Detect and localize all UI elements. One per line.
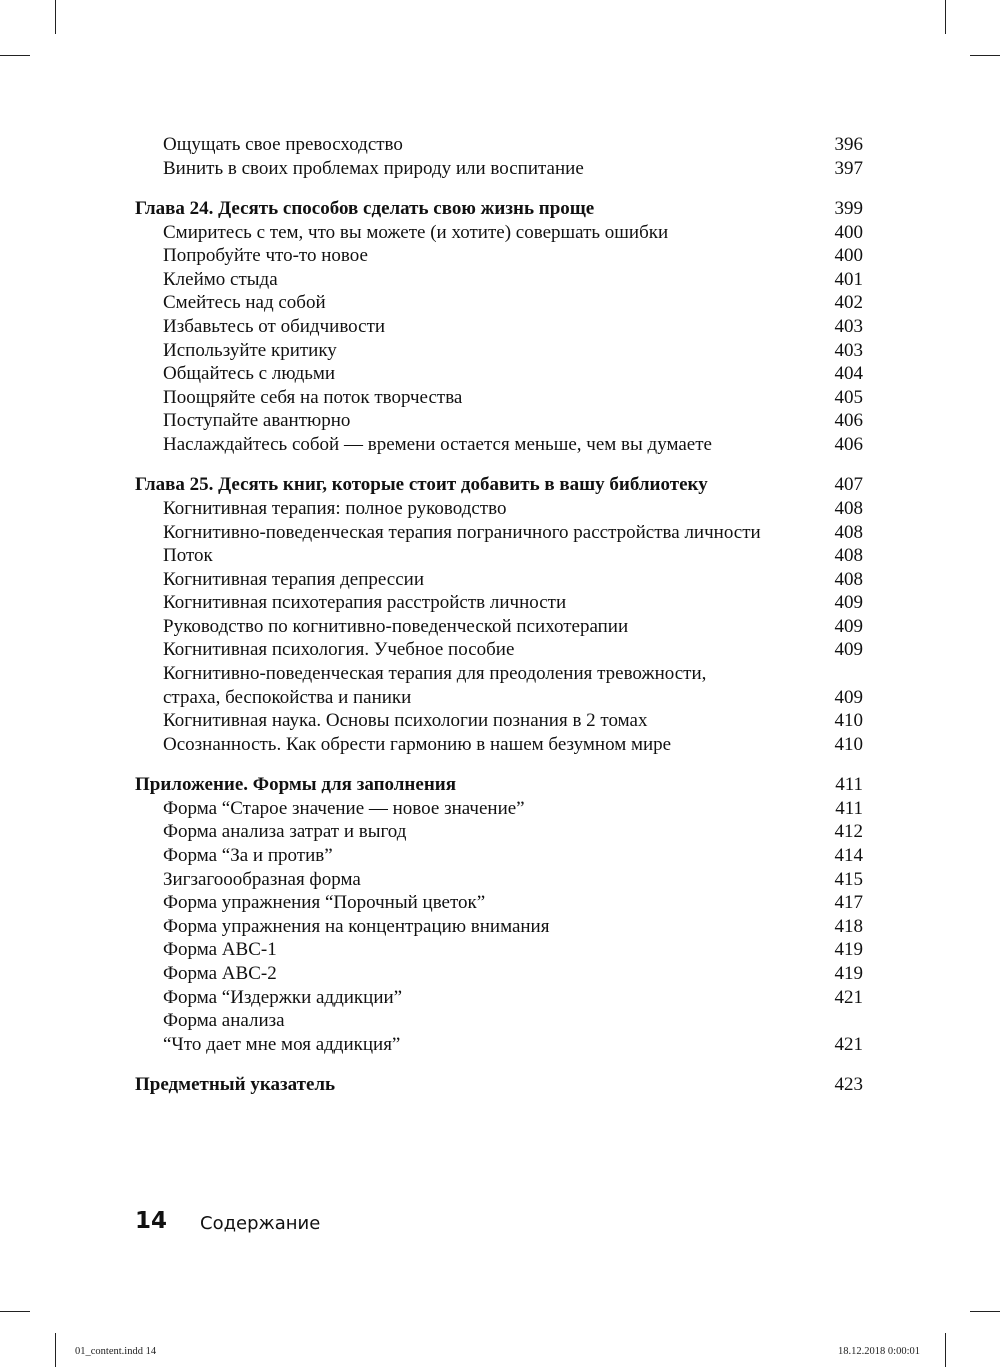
toc-chapter-entry[interactable] <box>135 197 863 221</box>
toc-entry-page-number: 411 <box>835 774 863 796</box>
toc-section-entry[interactable] <box>135 386 863 410</box>
toc-entry-title: Осознанность. Как обрести гармонию в нашем безумном мире <box>163 733 672 755</box>
toc-entry-page-number: 406 <box>834 410 863 432</box>
toc-entry-title-line: Когнитивно-поведенческая терапия для преодоления тревожности, <box>163 663 707 685</box>
toc-section-entry[interactable] <box>135 615 863 639</box>
toc-entry-title: Винить в своих проблемах природу или воспитание <box>163 157 584 179</box>
crop-mark-top-left <box>55 0 56 34</box>
toc-entry-page-number: 409 <box>834 639 863 661</box>
toc-entry-page-number: 414 <box>834 845 863 867</box>
slug-timestamp: 18.12.2018 0:00:01 <box>838 1346 920 1357</box>
toc-entry-title: Смиритесь с тем, что вы можете (и хотите) совершать ошибки <box>163 221 669 243</box>
toc-entry-title: Смейтесь над собой <box>163 292 326 314</box>
toc-entry-page-number: 417 <box>834 892 863 914</box>
toc-entry-title-line: “Что дает мне моя аддикция” <box>163 1033 401 1055</box>
toc-entry-title: Когнитивная психотерапия расстройств личности <box>163 592 567 614</box>
toc-entry-page-number: 405 <box>834 386 863 408</box>
toc-section-entry[interactable] <box>135 568 863 592</box>
toc-entry-title: Клеймо стыда <box>163 268 278 290</box>
toc-section-entry[interactable] <box>135 221 863 245</box>
toc-entry-page-number: 421 <box>834 986 863 1008</box>
toc-entry-title: Форма упражнения на концентрацию внимания <box>163 915 550 937</box>
toc-section-entry[interactable] <box>135 315 863 339</box>
toc-section-entry[interactable] <box>135 986 863 1010</box>
toc-entry-title: Поощряйте себя на поток творчества <box>163 386 463 408</box>
toc-entry-page-number: 402 <box>834 292 863 314</box>
toc-entry-title: Руководство по когнитивно-поведенческой психотерапии <box>163 615 629 637</box>
toc-entry-title: Форма упражнения “Порочный цветок” <box>163 892 486 914</box>
toc-entry-page-number: 400 <box>834 221 863 243</box>
toc-section-entry[interactable] <box>135 797 863 821</box>
toc-entry-title: Ощущать свое превосходство <box>163 134 403 155</box>
toc-entry-page-number: 406 <box>834 433 863 455</box>
toc-entry-title: Когнитивная наука. Основы психологии познания в 2 томах <box>163 710 648 732</box>
toc-entry-page-number: 408 <box>834 568 863 590</box>
toc-entry-title: Используйте критику <box>163 339 337 361</box>
toc-entry-title: Глава 25. Десять книг, которые стоит добавить в вашу библиотеку <box>135 474 708 496</box>
toc-entry-page-number: 396 <box>834 134 863 155</box>
toc-section-entry[interactable] <box>135 591 863 615</box>
toc-section-entry[interactable] <box>135 733 863 757</box>
toc-section-entry[interactable] <box>135 133 863 157</box>
toc-entry-title-line: Форма анализа <box>163 1010 285 1032</box>
running-title: Содержание <box>200 1213 321 1234</box>
toc-entry-title: Когнитивная терапия: полное руководство <box>163 497 507 519</box>
toc-entry-title: Форма анализа затрат и выгод <box>163 821 407 843</box>
toc-entry-title: Когнитивная психология. Учебное пособие <box>163 639 515 661</box>
toc-entry-title: Зигзагоообразная форма <box>163 868 361 890</box>
crop-mark-top-right-h <box>970 55 1000 56</box>
crop-mark-top-right <box>945 0 946 34</box>
toc-chapter-entry[interactable] <box>135 1073 863 1097</box>
toc-section-entry[interactable] <box>135 544 863 568</box>
crop-mark-bottom-right-h <box>970 1311 1000 1312</box>
toc-entry-page-number: 407 <box>834 474 863 496</box>
page-number: 14 <box>135 1208 168 1234</box>
toc-entry-page-number: 411 <box>835 797 863 819</box>
toc-entry-page-number: 408 <box>834 521 863 543</box>
toc-section-entry[interactable] <box>135 497 863 521</box>
toc-entry-title: Форма “Старое значение — новое значение” <box>163 797 525 819</box>
toc-section-entry[interactable] <box>135 409 863 433</box>
toc-entry-page-number: 409 <box>834 592 863 614</box>
toc-entry-page-number: 419 <box>834 939 863 961</box>
toc-section-entry[interactable] <box>135 521 863 545</box>
toc-section-entry[interactable] <box>135 844 863 868</box>
toc-entry-page-number: 410 <box>834 733 863 755</box>
toc-section-entry[interactable] <box>135 433 863 457</box>
toc-entry-page-number: 408 <box>834 545 863 567</box>
toc-section-entry[interactable] <box>135 362 863 386</box>
toc-section-entry[interactable] <box>135 638 863 662</box>
toc-entry-title: Поток <box>163 545 213 567</box>
toc-entry-page-number: 418 <box>834 915 863 937</box>
toc-section-entry[interactable] <box>135 339 863 363</box>
toc-entry-title: Глава 24. Десять способов сделать свою жизнь проще <box>135 197 595 219</box>
toc-entry-page-number: 399 <box>834 197 863 219</box>
toc-section-entry[interactable] <box>135 891 863 915</box>
toc-entry-title <box>163 1009 863 1056</box>
toc-entry-title: Форма “Издержки аддикции” <box>163 986 403 1008</box>
crop-mark-top-left-h <box>0 55 30 56</box>
toc-entry-page-number: 419 <box>834 962 863 984</box>
slug-file-name: 01_content.indd 14 <box>75 1346 157 1357</box>
toc-entry-page-number: 423 <box>834 1074 863 1096</box>
toc-entry-page-number: 403 <box>834 315 863 337</box>
toc-entry-page-number: 412 <box>834 821 863 843</box>
toc-entry-title: Общайтесь с людьми <box>163 363 336 385</box>
toc-entry-title-line: страха, беспокойства и паники <box>163 686 412 708</box>
toc-section-entry[interactable] <box>135 868 863 892</box>
toc-entry-page-number: 397 <box>834 157 863 179</box>
toc-entry-title: Когнитивно-поведенческая терапия пограничного расстройства личности <box>163 521 761 543</box>
toc-entry-title: Поступайте авантюрно <box>163 410 351 432</box>
toc-entry-page-number: 410 <box>834 710 863 732</box>
toc-section-entry[interactable] <box>135 268 863 292</box>
toc-entry-page-number: 403 <box>834 339 863 361</box>
crop-mark-bottom-left <box>55 1333 56 1367</box>
toc-section-entry[interactable] <box>135 157 863 181</box>
toc-entry-title: Наслаждайтесь собой — времени остается меньше, чем вы думаете <box>163 433 712 455</box>
toc-section-entry[interactable] <box>135 962 863 986</box>
toc-entry-page-number: 415 <box>834 868 863 890</box>
toc-entry-title: Избавьтесь от обидчивости <box>163 315 386 337</box>
toc-section-entry[interactable] <box>135 662 863 709</box>
crop-mark-bottom-right <box>945 1333 946 1367</box>
table-of-contents <box>135 133 863 1097</box>
toc-entry-page-number: 404 <box>834 363 863 385</box>
toc-section-entry[interactable] <box>135 820 863 844</box>
toc-entry-title: Форма “За и против” <box>163 845 333 867</box>
toc-section-entry[interactable] <box>135 915 863 939</box>
toc-chapter-entry[interactable] <box>135 773 863 797</box>
crop-mark-bottom-left-h <box>0 1311 30 1312</box>
toc-entry-title: Форма АВС-2 <box>163 962 277 984</box>
toc-entry-page-number: 409 <box>834 615 863 637</box>
toc-entry-page-number: 421 <box>834 1033 863 1055</box>
toc-entry-title: Форма АВС-1 <box>163 939 277 961</box>
toc-entry-page-number: 409 <box>834 686 863 708</box>
toc-section-entry[interactable] <box>135 291 863 315</box>
toc-entry-page-number: 408 <box>834 497 863 519</box>
toc-entry-title: Приложение. Формы для заполнения <box>135 774 456 796</box>
toc-entry-title: Когнитивная терапия депрессии <box>163 568 425 590</box>
toc-entry-title <box>163 662 863 709</box>
toc-entry-page-number: 400 <box>834 245 863 267</box>
toc-entry-title: Попробуйте что-то новое <box>163 245 368 267</box>
toc-entry-title: Предметный указатель <box>135 1074 336 1096</box>
toc-section-entry[interactable] <box>135 1009 863 1056</box>
toc-section-entry[interactable] <box>135 938 863 962</box>
toc-section-entry[interactable] <box>135 709 863 733</box>
toc-entry-page-number: 401 <box>834 268 863 290</box>
toc-chapter-entry[interactable] <box>135 473 863 497</box>
toc-section-entry[interactable] <box>135 244 863 268</box>
